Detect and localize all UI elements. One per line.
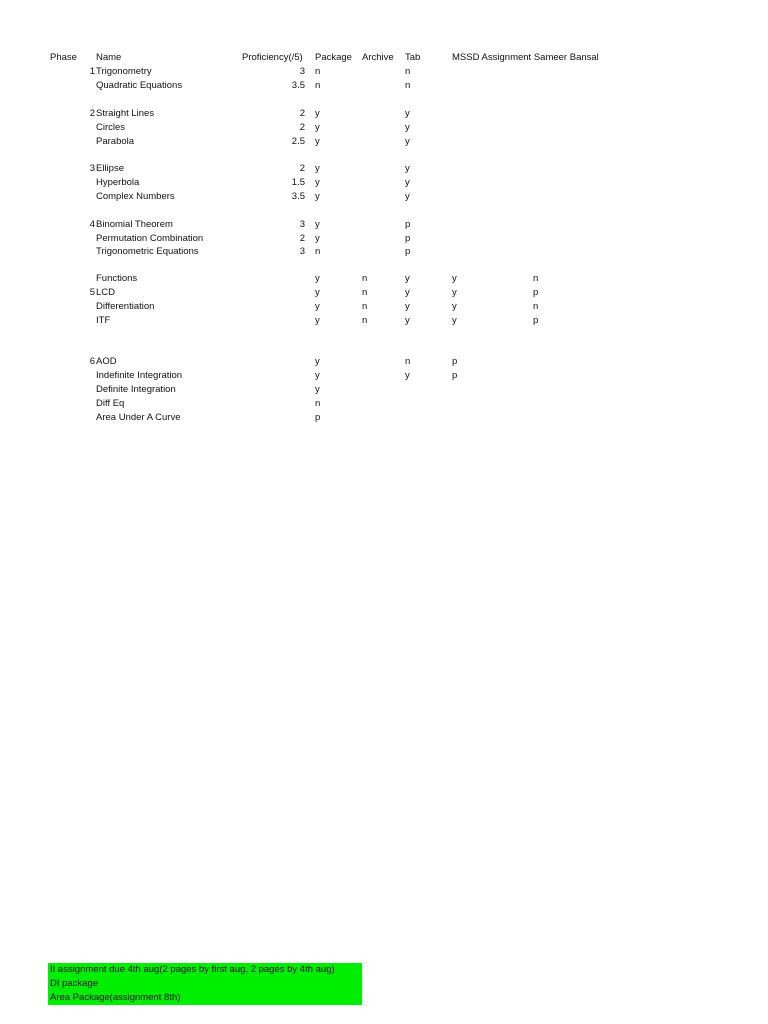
row-proficiency: 3 [299, 66, 305, 77]
row-name: Complex Numbers [96, 191, 175, 202]
row-package: y [315, 301, 320, 312]
row-package: y [315, 136, 320, 147]
row-name: Permutation Combination [96, 233, 204, 244]
row-tab: y [405, 315, 410, 326]
row-package: y [315, 177, 320, 188]
row-tab: y [405, 287, 410, 298]
row-package: y [315, 233, 320, 244]
row-tab: y [405, 273, 410, 284]
row-tab: y [405, 136, 410, 147]
row-phase: 6 [89, 356, 95, 367]
note-line: Area Package(assignment 8th) [50, 992, 181, 1003]
row-mssd: y [452, 301, 457, 312]
row-extra: n [533, 273, 539, 284]
row-proficiency: 3 [299, 246, 305, 257]
row-archive: n [362, 315, 368, 326]
row-mssd: p [452, 370, 458, 381]
row-name: Quadratic Equations [96, 80, 183, 91]
row-tab: p [405, 219, 411, 230]
row-package: y [315, 273, 320, 284]
note-line: II assignment due 4th aug(2 pages by first aug, 2 pages by 4th aug) [50, 964, 335, 975]
row-proficiency: 2 [299, 233, 305, 244]
row-tab: y [405, 370, 410, 381]
row-package: y [315, 163, 320, 174]
row-extra: p [533, 315, 539, 326]
row-tab: y [405, 122, 410, 133]
note-line: DI package [50, 978, 99, 989]
row-package: y [315, 384, 320, 395]
row-name: Hyperbola [96, 177, 140, 188]
row-proficiency: 3.5 [291, 80, 305, 91]
row-name: Trigonometric Equations [96, 246, 199, 257]
row-name: Indefinite Integration [96, 370, 183, 381]
row-package: y [315, 108, 320, 119]
row-name: Parabola [96, 136, 135, 147]
row-name: Ellipse [96, 163, 124, 174]
row-name: AOD [96, 356, 117, 367]
row-package: y [315, 370, 320, 381]
row-name: Trigonometry [96, 66, 152, 77]
row-package: y [315, 315, 320, 326]
row-tab: y [405, 177, 410, 188]
row-mssd: y [452, 315, 457, 326]
row-proficiency: 2.5 [291, 136, 305, 147]
row-tab: y [405, 163, 410, 174]
row-proficiency: 2 [299, 163, 305, 174]
row-tab: n [405, 80, 411, 91]
row-package: n [315, 66, 321, 77]
row-package: y [315, 356, 320, 367]
row-package: y [315, 287, 320, 298]
header-tab: Tab [405, 52, 421, 63]
row-name: LCD [96, 287, 116, 298]
row-name: Circles [96, 122, 126, 133]
row-tab: n [405, 356, 411, 367]
row-mssd: y [452, 273, 457, 284]
header-proficiency: Proficiency(/5) [242, 52, 303, 63]
notes-highlight-box [48, 963, 362, 1005]
row-name: Definite Integration [96, 384, 176, 395]
row-archive: n [362, 287, 368, 298]
row-tab: y [405, 108, 410, 119]
row-tab: n [405, 66, 411, 77]
row-phase: 5 [89, 287, 95, 298]
row-package: p [315, 412, 321, 423]
row-proficiency: 3.5 [291, 191, 305, 202]
row-package: n [315, 246, 321, 257]
row-proficiency: 2 [299, 108, 305, 119]
row-package: n [315, 398, 321, 409]
header-name: Name [96, 52, 122, 63]
row-proficiency: 1.5 [291, 177, 305, 188]
row-name: Area Under A Curve [96, 412, 181, 423]
row-tab: p [405, 233, 411, 244]
row-name: Binomial Theorem [96, 219, 173, 230]
header-phase: Phase [50, 52, 77, 63]
row-name: Differentiation [96, 301, 155, 312]
row-package: y [315, 122, 320, 133]
header-mssd: MSSD Assignment Sameer Bansal [452, 52, 599, 63]
row-phase: 4 [89, 219, 95, 230]
row-phase: 3 [89, 163, 95, 174]
row-package: y [315, 219, 320, 230]
row-name: Diff Eq [96, 398, 125, 409]
row-mssd: y [452, 287, 457, 298]
row-tab: y [405, 301, 410, 312]
row-tab: p [405, 246, 411, 257]
row-phase: 2 [89, 108, 95, 119]
header-archive: Archive [362, 52, 394, 63]
row-mssd: p [452, 356, 458, 367]
row-proficiency: 2 [299, 122, 305, 133]
row-package: y [315, 191, 320, 202]
row-phase: 1 [89, 66, 95, 77]
row-name: Functions [96, 273, 138, 284]
row-extra: n [533, 301, 539, 312]
header-package: Package [315, 52, 352, 63]
row-archive: n [362, 301, 368, 312]
row-archive: n [362, 273, 368, 284]
row-package: n [315, 80, 321, 91]
row-proficiency: 3 [299, 219, 305, 230]
row-tab: y [405, 191, 410, 202]
row-extra: p [533, 287, 539, 298]
row-name: Straight Lines [96, 108, 155, 119]
row-name: ITF [96, 315, 111, 326]
